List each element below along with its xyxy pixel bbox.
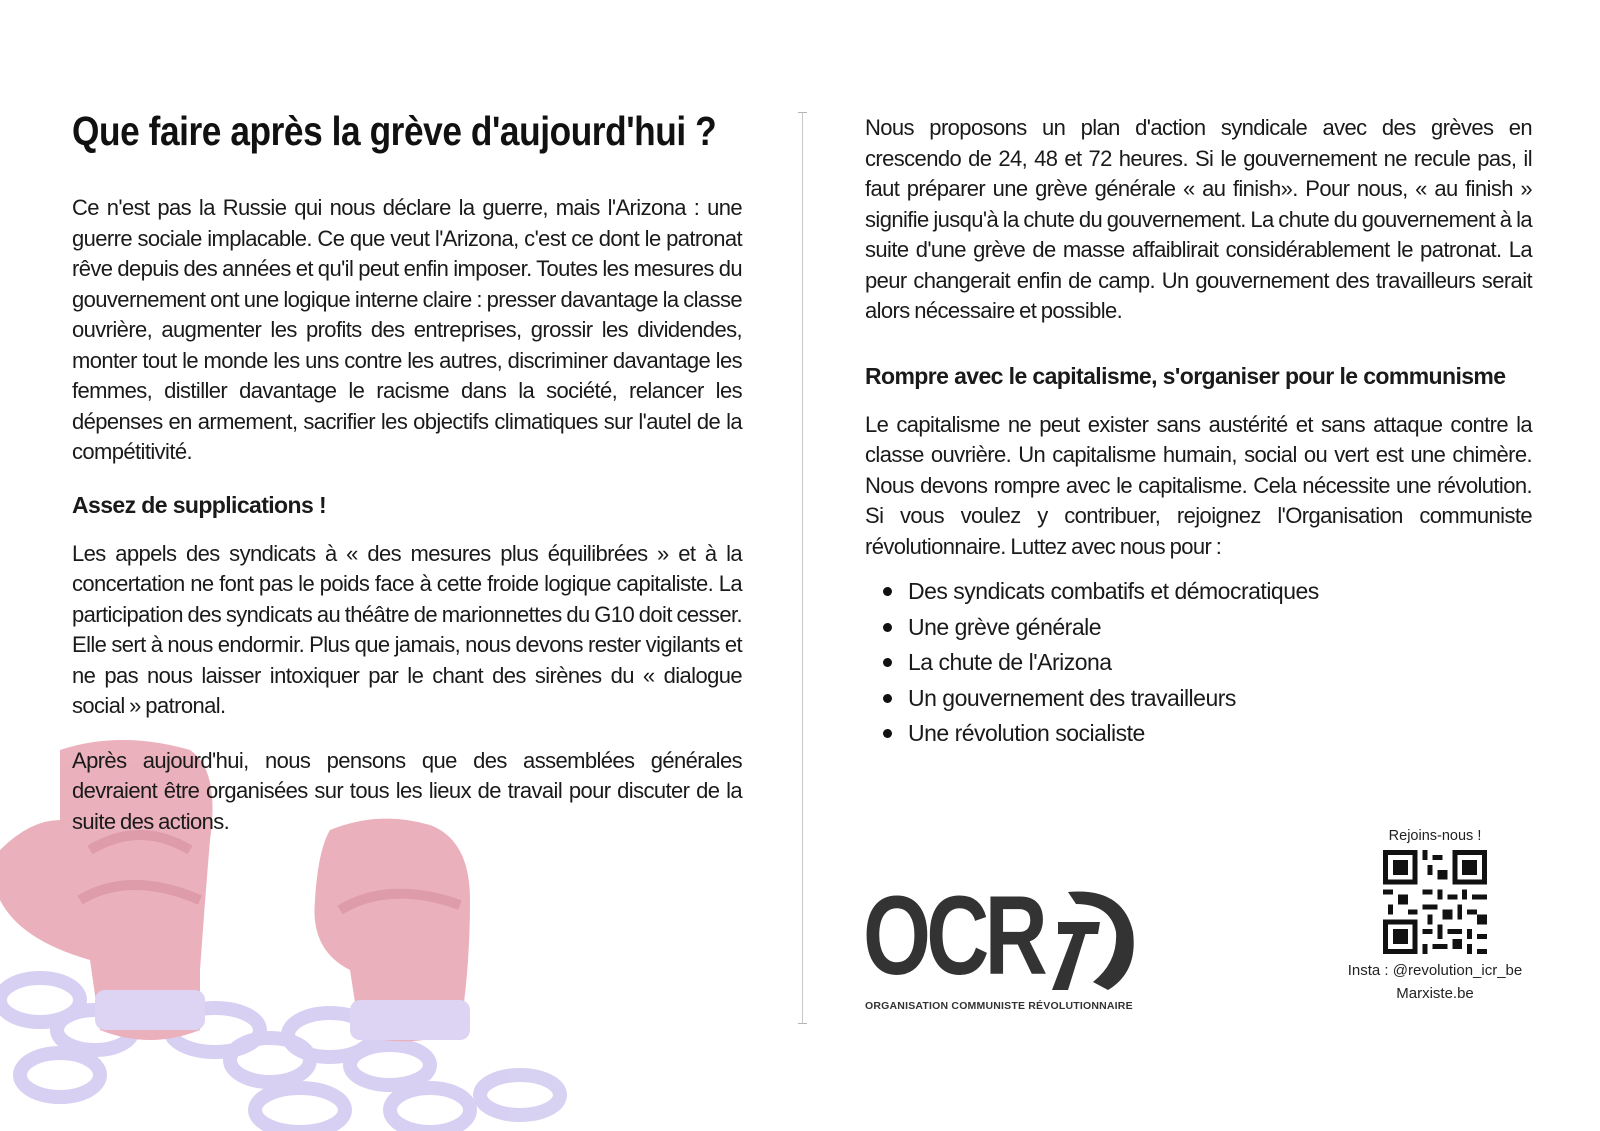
logo-wordmark: OCR (863, 873, 1044, 998)
contact-block (1330, 828, 1540, 1002)
body-paragraph: Après aujourd'hui, nous pensons que des assemblées générales devraient être organisées sur tous les lieux de travail pour discuter de la suite des actions. (72, 747, 742, 834)
section-heading: Rompre avec le capitalisme, s'organiser pour le communisme (865, 362, 1506, 389)
body-paragraph: Nous proposons un plan d'action syndicale avec des grèves en crescendo de 24, 48 et 72 heures. Si le gouvernement ne recule pas, il faut préparer une grève générale « au finish». Pour nous, « au finish » signifie jusqu'à la chute du gouvernement. La chute du gouvernement à la suite d'une grève de masse affaiblirait considérablement le patronat. La peur changerait enfin de camp. Un gouvernement des travailleurs serait alors nécessaire et possible. (865, 115, 1532, 323)
demands-list (865, 574, 1532, 752)
ocr-logo (863, 873, 1133, 1020)
instagram-handle: Insta : @revolution_icr_be (1347, 962, 1523, 979)
list-item: La chute de l'Arizona (883, 645, 1532, 681)
bullet-icon (883, 694, 892, 703)
qr-code-icon[interactable] (1383, 850, 1487, 954)
bullet-icon (883, 623, 892, 632)
list-item: Des syndicats combatifs et démocratiques (883, 574, 1532, 610)
intro-paragraph: Ce n'est pas la Russie qui nous déclare la guerre, mais l'Arizona : une guerre sociale implacable. Ce que veut l'Arizona, c'est ce dont le patronat rêve depuis des années et qu'il peut enfin imposer. Toutes les mesures du gouvernement ont une logique interne claire : presser davantage la classe ouvrière, augmenter les profits des entreprises, grossir les dividendes, monter tout le monde les uns contre les autres, discriminer davantage les femmes, distiller davantage le racisme dans la société, relancer les dépenses en armement, sacrifier les objectifs climatiques sur l'autel de la compétitivité. (72, 195, 742, 464)
left-column (72, 108, 742, 861)
list-item: Une grève générale (883, 610, 1532, 646)
bullet-icon (883, 658, 892, 667)
column-divider (802, 112, 803, 1024)
bullet-icon (883, 587, 892, 596)
section-heading: Assez de supplications ! (72, 491, 326, 518)
page-title: Que faire après la grève d'aujourd'hui ? (72, 108, 717, 154)
hammer-sickle-icon (1038, 882, 1138, 992)
website-link[interactable]: Marxiste.be (1396, 985, 1474, 1002)
right-column (865, 113, 1532, 752)
list-item: Un gouvernement des travailleurs (883, 681, 1532, 717)
body-paragraph: Le capitalisme ne peut exister sans austérité et sans attaque contre la classe ouvrière. Un capitalisme humain, social ou vert est une chimère. Nous devons rompre avec le capitalisme. Cela nécessite une révolution. Si vous voulez y contribuer, rejoignez l'Organisation communiste révolutionnaire. Luttez avec nous pour : (865, 411, 1532, 559)
body-paragraph: Les appels des syndicats à « des mesures plus équilibrées » et à la concertation ne font pas le poids face à cette froide logique capitaliste. La participation des syndicats au théâtre de marionnettes du G10 doit cesser. Elle sert à nous endormir. Plus que jamais, nous devons rester vigilants et ne pas nous laisser intoxiquer par le chant des sirènes du « dialogue social » patronal. (72, 540, 742, 718)
bullet-icon (883, 729, 892, 738)
join-label: Rejoins-nous ! (1388, 828, 1482, 844)
logo-fullname: ORGANISATION COMMUNISTE RÉVOLUTIONNAIRE (865, 1000, 1133, 1012)
list-item: Une révolution socialiste (883, 716, 1532, 752)
